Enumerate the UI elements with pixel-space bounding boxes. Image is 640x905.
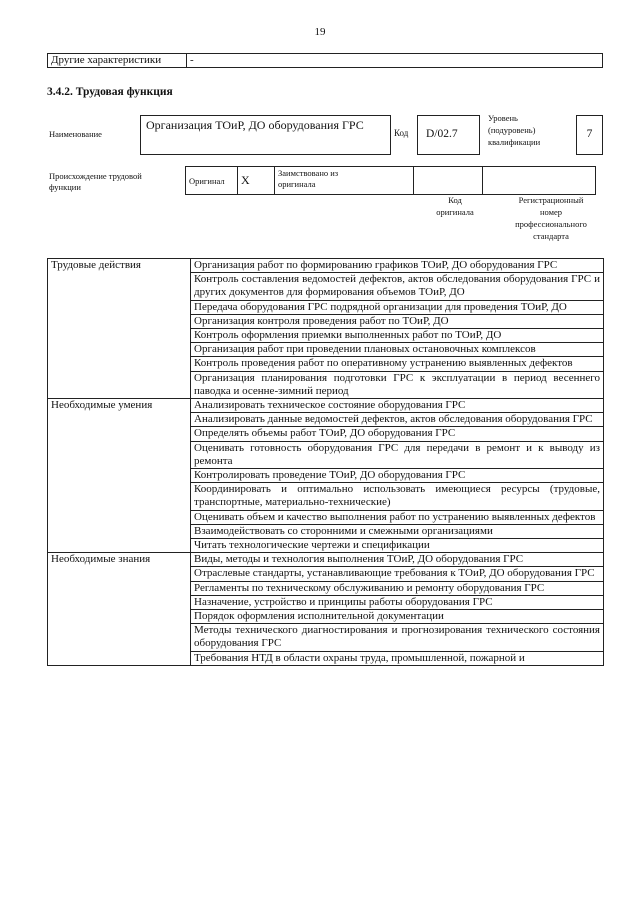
table-cell: Взаимодействовать со сторонними и смежными организациями [191, 524, 604, 538]
code-label: Код [394, 128, 409, 138]
level-label-line: (подуровень) [488, 125, 536, 135]
other-characteristics-label: Другие характеристики [48, 54, 187, 68]
table-cell: Порядок оформления исполнительной документации [191, 610, 604, 624]
caption-line: профессионального [515, 219, 587, 229]
table-cell: Анализировать данные ведомостей дефектов, актов обследования оборудования ГРС [191, 413, 604, 427]
table-cell: Регламенты по техническому обслуживанию и ремонту оборудования ГРС [191, 581, 604, 595]
level-label-line: квалификации [488, 137, 541, 147]
borrowed-label [275, 167, 414, 195]
table-cell: Контроль составления ведомостей дефектов, актов обследования оборудования ГРС и других документов для формирования объемов ТОиР, ДО [191, 273, 604, 300]
caption-line: номер [539, 207, 563, 217]
code-value: D/02.7 [417, 115, 480, 155]
table-cell: Оценивать готовность оборудования ГРС для передачи в ремонт и к выводу из ремонта [191, 441, 604, 468]
origin-label-line: функции [49, 182, 81, 192]
table-cell: Координировать и оптимально использовать имеющиеся ресурсы (трудовые, транспортные, материально-технические) [191, 483, 604, 510]
table-cell: Определять объемы работ ТОиР, ДО оборудования ГРС [191, 427, 604, 441]
other-characteristics-value: - [187, 54, 603, 68]
reg-number-cell [483, 167, 596, 195]
level-label-line: Уровень [488, 113, 518, 123]
table-cell: Назначение, устройство и принципы работы оборудования ГРС [191, 595, 604, 609]
code-original-cell [414, 167, 483, 195]
caption-line: Код [448, 195, 462, 205]
table-cell: Организация работ по формированию графиков ТОиР, ДО оборудования ГРС [191, 259, 604, 273]
level-value: 7 [576, 115, 603, 155]
origin-label-line: Происхождение трудовой [49, 171, 142, 181]
table-row [48, 399, 604, 413]
level-label [488, 112, 540, 148]
table-cell: Организация планирования подготовки ГРС к эксплуатации в период весеннего паводка и осенне-зимний период [191, 371, 604, 398]
table-cell: Передача оборудования ГРС подрядной организации для проведения ТОиР, ДО [191, 300, 604, 314]
borrowed-label-line: Заимствовано из [278, 168, 339, 178]
table-cell: Виды, методы и технология выполнения ТОиР, ДО оборудования ГРС [191, 553, 604, 567]
table-cell: Контроль проведения работ по оперативному устранению выявленных дефектов [191, 357, 604, 371]
table-cell: Отраслевые стандарты, устанавливающие требования к ТОиР, ДО оборудования ГРС [191, 567, 604, 581]
table-row [48, 553, 604, 567]
original-mark: X [238, 167, 275, 195]
page-number: 19 [314, 26, 326, 38]
origin-label [49, 171, 142, 193]
table-cell: Организация работ при проведении плановых остановочных комплексов [191, 343, 604, 357]
original-label: Оригинал [186, 167, 238, 195]
section-name: Необходимые умения [48, 399, 191, 553]
labor-function-table [47, 258, 604, 666]
table-cell: Анализировать техническое состояние оборудования ГРС [191, 399, 604, 413]
section-name: Трудовые действия [48, 259, 191, 399]
caption-line: стандарта [533, 231, 569, 241]
table-cell: Контроль оформления приемки выполненных работ по ТОиР, ДО [191, 329, 604, 343]
table-cell: Контролировать проведение ТОиР, ДО оборудования ГРС [191, 469, 604, 483]
table-row [48, 54, 603, 68]
section-name: Необходимые знания [48, 553, 191, 666]
name-label: Наименование [49, 129, 102, 139]
reg-number-caption [496, 194, 606, 242]
table-row [48, 259, 604, 273]
caption-line: оригинала [436, 207, 474, 217]
table-row [186, 167, 596, 195]
table-cell: Организация контроля проведения работ по ТОиР, ДО [191, 314, 604, 328]
table-cell: Оценивать объем и качество выполнения работ по устранению выявленных дефектов [191, 510, 604, 524]
borrowed-label-line: оригинала [278, 179, 316, 189]
table-cell: Читать технологические чертежи и спецификации [191, 539, 604, 553]
name-value: Организация ТОиР, ДО оборудования ГРС [140, 115, 391, 155]
other-characteristics-table [47, 53, 603, 68]
code-original-caption [420, 194, 490, 218]
table-cell: Требования НТД в области охраны труда, промышленной, пожарной и [191, 651, 604, 665]
origin-table [185, 166, 596, 195]
caption-line: Регистрационный [518, 195, 584, 205]
table-cell: Методы технического диагностирования и прогнозирования технического состояния оборудования ГРС [191, 624, 604, 651]
section-heading: 3.4.2. Трудовая функция [47, 86, 173, 98]
